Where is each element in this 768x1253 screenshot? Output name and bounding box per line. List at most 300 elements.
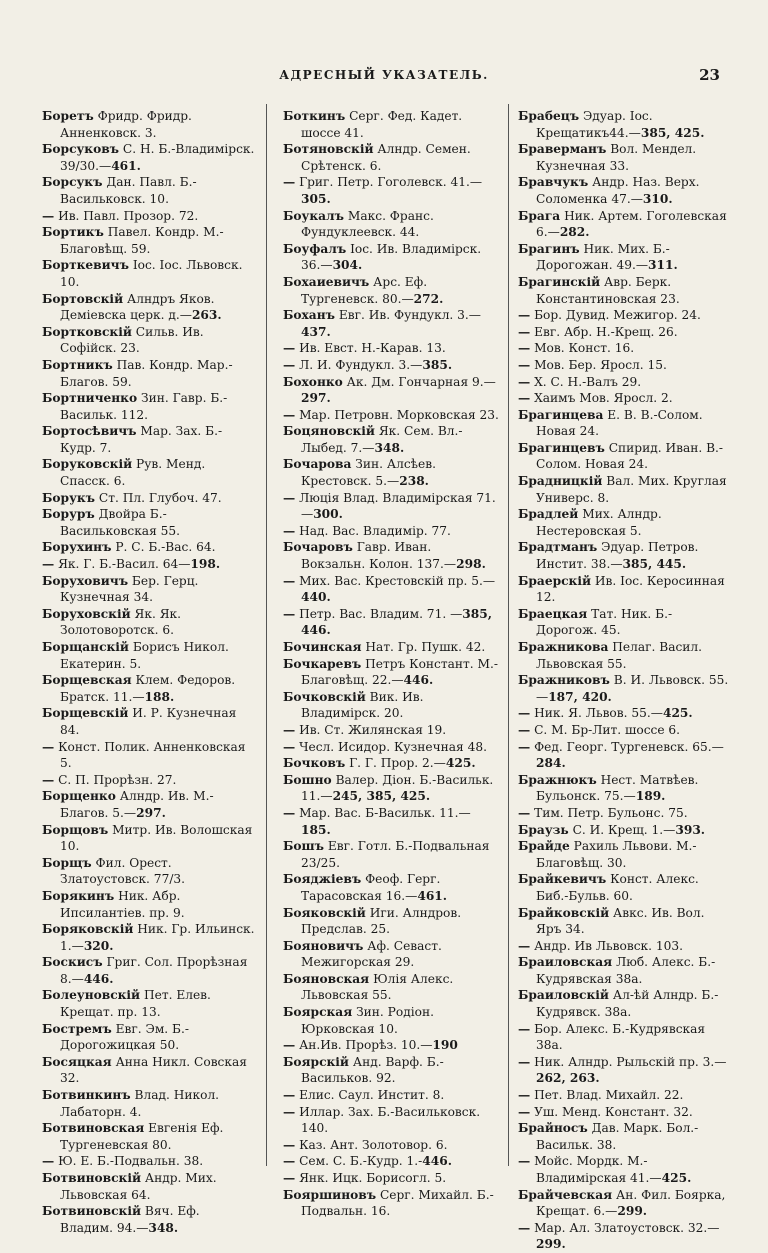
entry-surname: Борщовъ (42, 822, 109, 837)
entry-details: Хаимъ Мов. Яросл. 2. (534, 391, 673, 406)
directory-entry (283, 772, 499, 805)
directory-entry (518, 473, 732, 506)
page-title: АДРЕСНЫЙ УКАЗАТЕЛЬ. (279, 68, 489, 82)
entry-details: Мар. Ал. Златоустовск. 32.— (534, 1220, 720, 1235)
directory-entry (42, 1120, 256, 1153)
directory-entry (42, 1170, 256, 1203)
entry-details: Пет. Влад. Михайл. 22. (534, 1088, 684, 1103)
directory-entry (518, 1120, 732, 1153)
entry-details: С. И. Крещ. 1.— (572, 822, 676, 837)
entry-details: Мойс. Мордк. М.-Владимірская 41.— (534, 1154, 662, 1185)
directory-entry (283, 374, 499, 407)
directory-entry (518, 374, 732, 391)
directory-entry (42, 921, 256, 954)
directory-entry (42, 1087, 256, 1120)
directory-entry (518, 822, 732, 839)
entry-details: Арс. Еф. Тургеневск. 80.— (301, 274, 428, 306)
entry-surname: Бортикъ (42, 225, 104, 240)
entry-details: Пелаг. Васил. Львовская 55. (536, 640, 703, 671)
entry-phone: 299. (617, 1204, 648, 1219)
entry-surname: Брайкевичъ (518, 872, 607, 887)
directory-entry (283, 1104, 499, 1137)
entry-details: Ник. Мих. Б.-Дорогожан. 49.— (536, 241, 670, 273)
entry-details: Ак. Дм. Гончарная 9.— (346, 374, 496, 389)
entry-phone: 284. (536, 756, 566, 771)
entry-details: Петръ Констант. М.-Благовѣщ. 22.— (301, 656, 498, 688)
entry-details: Тат. Ник. Б.-Дорогож. 45. (536, 606, 673, 638)
entry-details: Пав. Кондр. Мар.-Благов. 59. (60, 357, 233, 389)
entry-details: Ив. Ст. Жилянская 19. (299, 722, 447, 737)
entry-details: Іос. Ив. Владимірск. 36.— (301, 241, 482, 273)
entry-phone: 300. (313, 507, 343, 522)
directory-entry (42, 456, 256, 489)
entry-surname: Боткинъ (283, 109, 346, 123)
directory-entry (283, 938, 499, 971)
entry-surname: — (283, 1171, 296, 1185)
entry-surname: — (518, 1154, 531, 1169)
entry-surname: — (518, 357, 531, 372)
entry-details: Алндр. Ив. М.-Благов. 5.— (60, 789, 214, 820)
entry-surname: Бояновская (283, 971, 370, 986)
entry-phone: 262, 263. (536, 1071, 600, 1086)
entry-details: Нест. Матвѣев. Бульонск. 75.— (536, 772, 699, 804)
directory-entry (518, 1054, 732, 1087)
entry-surname: Борукъ (42, 490, 96, 505)
entry-surname: — (518, 1104, 531, 1119)
entry-details: Евг. Готл. Б.-Подвальная 23/25. (301, 839, 490, 870)
entry-surname: Ботвиновская (42, 1121, 145, 1136)
directory-entry (42, 291, 256, 324)
directory-column-1 (42, 108, 256, 1235)
entry-surname: Боцяновскій (283, 424, 375, 439)
entry-details: Ник. Гр. Ильинск. 1.— (60, 922, 255, 953)
entry-details: С. П. Прорѣзн. 27. (58, 772, 177, 787)
entry-surname: Бочкаревъ (283, 656, 362, 671)
entry-surname: — (518, 1054, 531, 1069)
directory-entry (283, 1054, 499, 1087)
entry-surname: Боярская (283, 1005, 353, 1020)
entry-phone: 304. (332, 258, 363, 273)
entry-details: Авр. Берк. Константиновская 23. (536, 274, 680, 306)
column-divider (266, 104, 267, 1166)
directory-entry (518, 506, 732, 539)
directory-entry (518, 174, 732, 207)
directory-entry (283, 108, 499, 141)
directory-entry (283, 639, 499, 656)
entry-surname: Браверманъ (518, 142, 607, 157)
directory-entry (42, 556, 256, 573)
directory-entry (283, 307, 499, 340)
directory-entry (518, 324, 732, 341)
directory-entry (42, 888, 256, 921)
directory-entry (518, 705, 732, 722)
directory-entry (42, 390, 256, 423)
directory-entry (518, 274, 732, 307)
entry-surname: Бояршиновъ (283, 1187, 377, 1202)
entry-surname: Бошно (283, 772, 332, 787)
directory-entry (283, 174, 499, 207)
entry-details: Авкс. Ив. Вол. Яръ 34. (536, 905, 705, 937)
entry-details: Мов. Конст. 16. (534, 341, 635, 356)
entry-phone: 348. (374, 440, 405, 455)
entry-surname: Борсукъ (42, 175, 103, 190)
entry-surname: — (518, 722, 531, 737)
entry-details: Ал-ѣй Алндр. Б.-Кудрявск. 38а. (536, 988, 719, 1020)
directory-entry (42, 639, 256, 672)
entry-details: Р. С. Б.-Вас. 64. (115, 540, 216, 555)
entry-surname: Брайковскій (518, 905, 610, 920)
directory-entry (518, 905, 732, 938)
entry-phone: 189. (635, 789, 666, 804)
directory-entry (283, 523, 499, 540)
entry-details: Андр. Наз. Верх. Соломенка 47.— (536, 175, 700, 206)
entry-surname: Брадтманъ (518, 540, 598, 555)
directory-entry (283, 423, 499, 456)
entry-details: Пет. Елев. Крещат. пр. 13. (60, 988, 211, 1020)
entry-details: Ник. Я. Львов. 55.— (534, 706, 663, 721)
directory-entry (42, 357, 256, 390)
directory-entry (283, 722, 499, 739)
directory-entry (42, 1153, 256, 1170)
entry-phone: 305. (301, 191, 331, 206)
entry-surname: — (518, 739, 531, 754)
entry-surname: Борткевичъ (42, 258, 129, 273)
entry-details: Ив. Іос. Керосинная 12. (536, 573, 725, 605)
entry-surname: Бортникъ (42, 357, 113, 372)
directory-entry (283, 1153, 499, 1170)
entry-details: Ст. Пл. Глубоч. 47. (98, 490, 222, 505)
entry-surname: — (283, 490, 296, 505)
directory-entry (283, 407, 499, 424)
entry-surname: — (518, 1021, 531, 1036)
directory-entry (42, 1054, 256, 1087)
entry-surname: Боруховскій (42, 606, 131, 621)
entry-details: Ник. Алндр. Рыльскій пр. 3.— (534, 1054, 727, 1069)
entry-surname: Борсуковъ (42, 142, 120, 157)
directory-entry (42, 141, 256, 174)
entry-details: Г. Г. Прор. 2.— (349, 756, 446, 771)
entry-details: Янк. Ицк. Борисогл. 5. (299, 1171, 447, 1185)
directory-entry (283, 573, 499, 606)
entry-surname: — (42, 772, 55, 787)
entry-phone: 461. (111, 158, 141, 173)
directory-entry (283, 1004, 499, 1037)
entry-details: В. И. Львовск. 55.— (536, 673, 729, 704)
entry-details: Тим. Петр. Бульонс. 75. (534, 805, 688, 820)
entry-phone: 188. (144, 689, 175, 704)
entry-surname: Борщевская (42, 673, 132, 688)
entry-phone: 425. (661, 1171, 692, 1185)
directory-entry (283, 739, 499, 756)
entry-details: Серг. Михайл. Б.-Подвальн. 16. (301, 1187, 494, 1219)
entry-phone: 385, 445. (622, 557, 687, 572)
directory-entry (283, 971, 499, 1004)
directory-entry (518, 208, 732, 241)
entry-details: Чесл. Исидор. Кузнечная 48. (299, 739, 487, 754)
entry-surname: Браецкая (518, 606, 588, 621)
entry-surname: Брагинъ (518, 241, 580, 256)
directory-entry (283, 340, 499, 357)
directory-entry (518, 1104, 732, 1121)
entry-details: Фил. Орест. Златоустовск. 77/3. (60, 855, 186, 887)
entry-surname: — (283, 523, 296, 538)
directory-entry (518, 390, 732, 407)
entry-details: Мар. Вас. Б-Васильк. 11.— (299, 805, 471, 820)
entry-details: Мих. Алндр. Нестеровская 5. (536, 507, 662, 538)
directory-entry (283, 1187, 499, 1220)
directory-entry (42, 324, 256, 357)
entry-surname: Борщанскій (42, 640, 129, 654)
directory-entry (518, 573, 732, 606)
directory-entry (42, 987, 256, 1020)
entry-surname: Боруръ (42, 507, 95, 522)
directory-entry (518, 108, 732, 141)
entry-details: С. М. Бр-Лит. шоссе 6. (534, 722, 681, 737)
directory-entry (518, 340, 732, 357)
entry-surname: — (283, 573, 296, 588)
entry-details: Рув. Менд. Спасск. 6. (60, 457, 206, 489)
entry-phone: 272. (413, 291, 444, 306)
entry-phone: 245, 385, 425. (332, 789, 431, 804)
entry-phone: 187, 420. (548, 689, 612, 704)
directory-entry (283, 755, 499, 772)
entry-details: Люб. Алекс. Б.-Кудрявская 38а. (536, 955, 716, 986)
entry-phone: 311. (648, 258, 678, 273)
entry-surname: Браерскій (518, 573, 592, 588)
directory-entry (518, 1021, 732, 1054)
entry-details: Анна Никл. Совская 32. (60, 1054, 247, 1086)
entry-details: Каз. Ант. Золотовор. 6. (299, 1137, 448, 1152)
entry-surname: — (283, 1154, 296, 1169)
directory-entry (42, 672, 256, 705)
directory-entry (283, 490, 499, 523)
entry-surname: Браиловская (518, 955, 613, 970)
entry-phone: 198. (190, 557, 221, 572)
entry-surname: — (518, 341, 531, 356)
entry-surname: Боруковскій (42, 457, 133, 472)
entry-details: Елис. Саул. Инстит. 8. (299, 1088, 445, 1103)
entry-surname: Брадлей (518, 507, 579, 522)
entry-details: Мар. Зах. Б.-Кудр. 7. (60, 424, 223, 455)
entry-surname: — (518, 706, 531, 721)
entry-surname: Бортковскій (42, 324, 132, 339)
entry-details: Григ. Сол. Прорѣзная 8.— (60, 955, 248, 986)
entry-details: Конст. Полик. Анненковская 5. (58, 739, 246, 771)
entry-details: Евг. Эм. Б.-Дорогожицкая 50. (60, 1021, 190, 1053)
entry-surname: — (42, 1154, 55, 1169)
directory-entry (283, 689, 499, 722)
entry-phone: 348. (148, 1220, 179, 1235)
entry-surname: Бортосѣвичъ (42, 424, 137, 439)
entry-details: Вик. Ив. Владимірск. 20. (301, 689, 424, 721)
directory-entry (283, 274, 499, 307)
directory-entry (518, 772, 732, 805)
entry-phone: 297. (136, 805, 166, 820)
entry-surname: Боретъ (42, 109, 94, 123)
entry-details: Андр. Мих. Львовская 64. (60, 1171, 217, 1202)
directory-entry (42, 705, 256, 738)
entry-surname: Бортовскій (42, 291, 124, 306)
entry-phone: 425. (662, 706, 693, 721)
entry-phone: 310. (642, 191, 673, 206)
entry-details: Фед. Георг. Тургеневск. 65.— (534, 739, 724, 754)
entry-details: Петр. Вас. Владим. 71. — (299, 606, 463, 621)
entry-surname: Бохонко (283, 374, 343, 389)
entry-details: Уш. Менд. Констант. 32. (534, 1104, 693, 1119)
directory-entry (518, 838, 732, 871)
directory-entry (283, 871, 499, 904)
entry-surname: Бохаиевичъ (283, 274, 370, 289)
entry-details: Вал. Мих. Круглая Универс. 8. (536, 474, 727, 505)
entry-details: Спирид. Иван. В.-Солом. Новая 24. (536, 440, 724, 472)
directory-entry (518, 871, 732, 904)
directory-entry (518, 987, 732, 1020)
entry-surname: — (42, 208, 55, 223)
entry-surname: Борякинъ (42, 888, 115, 903)
entry-surname: Ботвиновскій (42, 1204, 142, 1219)
entry-surname: Боруховичъ (42, 573, 129, 588)
directory-entry (518, 739, 732, 772)
directory-entry (518, 1153, 732, 1186)
entry-details: Ник. Артем. Гоголевская 6.— (536, 208, 727, 240)
entry-details: Иги. Алндров. Предслав. 25. (301, 905, 462, 937)
directory-entry (283, 241, 499, 274)
entry-details: Рахиль Львови. М.-Благовѣщ. 30. (536, 839, 697, 870)
directory-entry (518, 440, 732, 473)
directory-entry (518, 722, 732, 739)
entry-phone: 385. (422, 357, 453, 372)
entry-surname: — (42, 557, 55, 572)
entry-surname: — (283, 175, 296, 190)
page-header (0, 66, 768, 86)
entry-details: Эдуар. Петров. Инстит. 38.— (536, 540, 699, 572)
entry-surname: — (518, 324, 531, 339)
entry-details: Алндр. Семен. Срѣтенск. 6. (301, 142, 471, 173)
entry-details: Евг. Ив. Фундукл. 3.— (338, 308, 481, 323)
entry-surname: Бояджіевъ (283, 872, 362, 887)
directory-entry (42, 739, 256, 772)
entry-details: Ан. Фил. Боярка, Крещат. 6.— (536, 1187, 726, 1219)
entry-details: Конст. Алекс. Биб.-Бульв. 60. (536, 872, 699, 903)
entry-phone: 298. (456, 557, 486, 572)
entry-surname: — (518, 308, 531, 323)
directory-entry (518, 805, 732, 822)
directory-entry (518, 539, 732, 572)
directory-entry (518, 141, 732, 174)
directory-entry (283, 141, 499, 174)
entry-details: Зин. Родіон. Юрковская 10. (301, 1005, 434, 1036)
entry-surname: Боярскій (283, 1054, 349, 1069)
directory-entry (283, 1170, 499, 1187)
entry-details: Як. Сем. Вл.-Лыбед. 7.— (301, 424, 463, 455)
directory-entry (518, 954, 732, 987)
entry-surname: Боскисъ (42, 955, 103, 970)
entry-details: Клем. Федоров. Братск. 11.— (60, 673, 236, 704)
entry-details: Эдуар. Іос. Крещатикъ44.— (536, 109, 653, 140)
directory-entry (283, 606, 499, 639)
entry-surname: Борщевскій (42, 706, 129, 721)
entry-phone: 437. (301, 324, 331, 339)
entry-surname: Бортниченко (42, 391, 138, 406)
entry-surname: Ботяновскій (283, 142, 374, 157)
entry-details: Вол. Мендел. Кузнечная 33. (536, 142, 697, 173)
directory-entry (283, 656, 499, 689)
entry-surname: Ботвинкинъ (42, 1088, 131, 1103)
entry-phone: 299. (536, 1237, 566, 1252)
entry-surname: — (518, 1088, 531, 1103)
entry-details: Бер. Герц. Кузнечная 34. (60, 573, 199, 605)
entry-phone: 425. (445, 756, 476, 771)
directory-entry (518, 606, 732, 639)
entry-surname: Борщъ (42, 855, 92, 870)
entry-details: Ю. Е. Б.-Подвальн. 38. (58, 1154, 204, 1169)
entry-surname: Боуфалъ (283, 241, 347, 256)
entry-phone: 185. (301, 822, 331, 837)
column-divider (508, 104, 509, 1166)
directory-entry (42, 1203, 256, 1236)
directory-entry (42, 224, 256, 257)
entry-surname: Брайде (518, 839, 570, 854)
entry-surname: Болеуновскій (42, 988, 141, 1003)
entry-surname: Бояновичъ (283, 938, 364, 953)
entry-surname: — (283, 357, 296, 372)
entry-details: Двойра Б.-Васильковская 55. (60, 507, 181, 538)
entry-details: Павел. Кондр. М.-Благовѣщ. 59. (60, 225, 224, 256)
directory-entry (42, 174, 256, 207)
entry-details: Люція Влад. Владимірская 71.— (299, 490, 496, 522)
directory-entry (42, 788, 256, 821)
entry-surname: — (283, 1088, 296, 1103)
entry-details: Сильв. Ив. Софійск. 23. (60, 324, 204, 356)
entry-details: Як. Як. Золотоворотск. 6. (60, 606, 182, 638)
entry-surname: Брагинскій (518, 274, 601, 289)
entry-surname: — (518, 391, 531, 406)
directory-entry (283, 539, 499, 572)
entry-details: Ив. Павл. Прозор. 72. (58, 208, 199, 223)
directory-entry (42, 1021, 256, 1054)
entry-surname: — (518, 805, 531, 820)
entry-surname: — (283, 1104, 296, 1119)
entry-surname: Босяцкая (42, 1054, 112, 1069)
entry-phone: 446. (403, 673, 434, 688)
entry-details: Дав. Марк. Бол.-Васильк. 38. (536, 1121, 699, 1152)
directory-entry (283, 208, 499, 241)
directory-entry (518, 407, 732, 440)
directory-entry (42, 855, 256, 888)
entry-surname: Бочинская (283, 640, 362, 654)
entry-details: Алндръ Яков. Деміевска церк. д.— (60, 291, 215, 323)
entry-surname: Брадницкій (518, 474, 603, 489)
directory-entry (283, 905, 499, 938)
directory-entry (283, 456, 499, 489)
entry-surname: — (518, 1220, 531, 1235)
entry-details: Анд. Варф. Б.-Васильков. 92. (301, 1054, 444, 1086)
entry-details: Митр. Ив. Волошская 10. (60, 822, 253, 854)
entry-details: Серг. Фед. Кадет. шоссе 41. (301, 109, 463, 140)
directory-entry (42, 506, 256, 539)
entry-surname: Бочковъ (283, 756, 346, 771)
entry-details: Мов. Бер. Яросл. 15. (534, 357, 667, 372)
entry-details: С. Н. Б.-Владимірск. 39/30.— (60, 142, 255, 173)
entry-surname: — (283, 606, 296, 621)
entry-details: Зин. Гавр. Б.-Васильк. 112. (60, 391, 228, 422)
entry-surname: Бошъ (283, 839, 324, 854)
entry-phone: 440. (301, 590, 331, 605)
entry-surname: — (42, 739, 55, 754)
entry-phone: 446. (422, 1154, 452, 1169)
entry-phone: 393. (675, 822, 706, 837)
directory-entry (42, 423, 256, 456)
